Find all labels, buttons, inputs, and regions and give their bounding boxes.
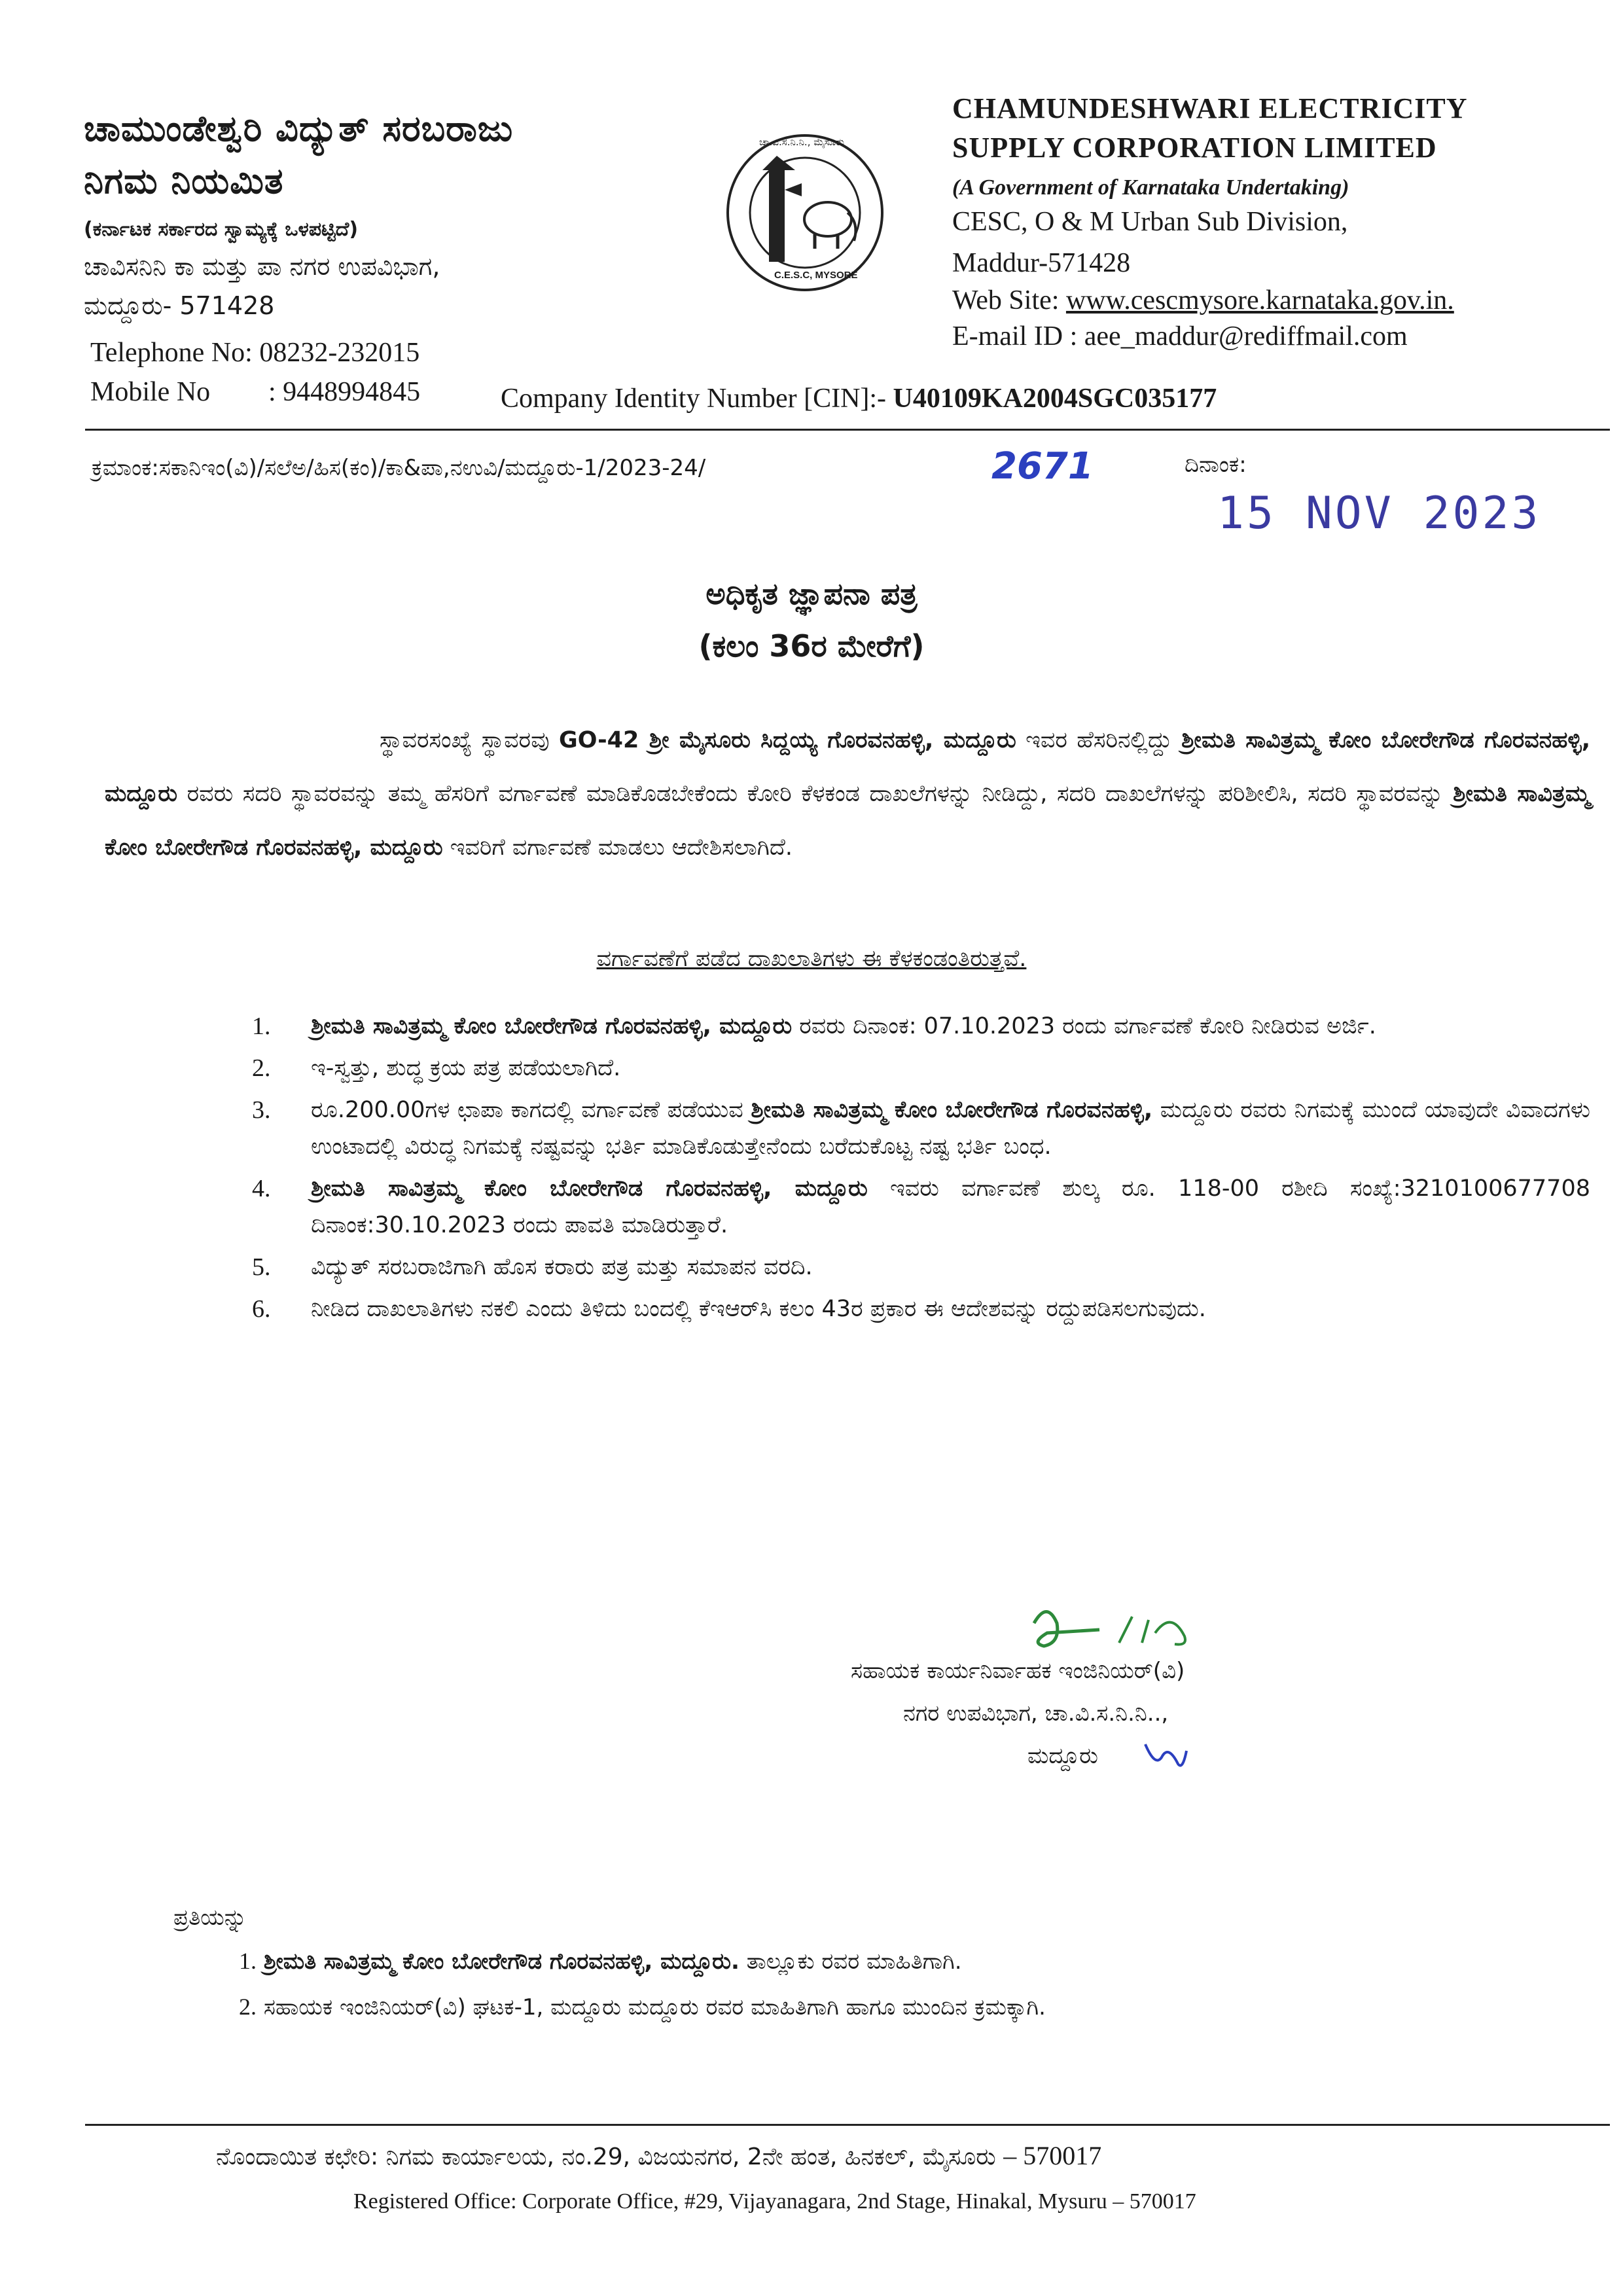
letterhead-kn-office: ಚಾವಿಸನಿನಿ ಕಾ ಮತ್ತು ಪಾ ನಗರ ಉಪವಿಭಾಗ, bbox=[84, 252, 440, 281]
copy-item-2 bbox=[239, 1993, 1046, 2020]
body-part-a: ಸ್ಥಾವರಸಂಖ್ಯೆ ಸ್ಥಾವರವು bbox=[380, 727, 559, 753]
document-item-bold: ಶ್ರೀಮತಿ ಸಾವಿತ್ರಮ್ಮ ಕೋಂ ಬೋರೇಗೌಡ ಗೊರವನಹಳ್ಳಿ, ಮದ್ದೂರು bbox=[311, 1175, 868, 1202]
letterhead-en-govt: (A Government of Karnataka Undertaking) bbox=[952, 175, 1349, 200]
document-item-text: ವಿದ್ಯುತ್ ಸರಬರಾಜಿಗಾಗಿ ಹೊಸ ಕರಾರು ಪತ್ರ ಮತ್ತು ಸಮಾಪನ ವರದಿ. bbox=[311, 1254, 813, 1280]
copy-item-text: ಸಹಾಯಕ ಇಂಜಿನಿಯರ್(ವಿ) ಘಟಕ-1, ಮದ್ದೂರು ಮದ್ದೂರು ರವರ ಮಾಹಿತಿಗಾಗಿ ಹಾಗೂ ಮುಂದಿನ ಕ್ರಮಕ್ಕಾಗಿ. bbox=[263, 1994, 1046, 2020]
body-part-c: ಇವರ ಹೆಸರಿನಲ್ಲಿದ್ದು bbox=[1016, 727, 1182, 753]
body-part-d: ಶ್ರೀಮತಿ ಸಾವಿತ್ರಮ್ಮ ಕೋಂ ಬೋರೇಗೌಡ ಗೊರವನಹಳ್ಳಿ, ಮದ್ದೂರು bbox=[105, 727, 1590, 807]
document-item-text: ನೀಡಿದ ದಾಖಲಾತಿಗಳು ನಕಲಿ ಎಂದು ತಿಳಿದು ಬಂದಲ್ಲಿ ಕೆಇಆರ್‌ಸಿ ಕಲಂ 43ರ ಪ್ರಕಾರ ಈ ಆದೇಶವನ್ನು ರದ್ದುಪಡಿಸಲಗುವುದು. bbox=[311, 1296, 1206, 1322]
document-item-3 bbox=[252, 1092, 1590, 1165]
document-item-text: ರವರು ದಿನಾಂಕ: 07.10.2023 ರಂದು ವರ್ಗಾವಣೆ ಕೋರಿ ನೀಡಿರುವ ಅರ್ಜಿ. bbox=[792, 1013, 1376, 1039]
website-label: Web Site: bbox=[952, 285, 1060, 315]
signature-designation: ಸಹಾಯಕ ಕಾರ್ಯನಿರ್ವಾಹಕ ಇಂಜಿನಿಯರ್(ವಿ) bbox=[851, 1658, 1185, 1684]
copy-item-text: ತಾಲ್ಲೂಕು ರವರ ಮಾಹಿತಿಗಾಗಿ. bbox=[739, 1948, 962, 1975]
letterhead-mobile-label: Mobile No bbox=[90, 377, 211, 407]
reference-number: ಕ್ರಮಾಂಕ:ಸಕಾನಿಇಂ(ವಿ)/ಸಲೆಅ/ಹಿಸ(ಕಂ)/ಕಾ&ಪಾ,ನಉವಿ/ಮದ್ದೂರು-1/2023-24/ bbox=[92, 455, 706, 481]
letterhead-kn-place: ಮದ್ದೂರು- 571428 bbox=[84, 291, 275, 320]
copy-item-number: 1. bbox=[239, 1948, 257, 1974]
signature-office: ನಗರ ಉಪವಿಭಾಗ, ಚಾ.ವಿ.ಸ.ನಿ.ನಿ.., bbox=[903, 1700, 1169, 1727]
cin-value: U40109KA2004SGC035177 bbox=[893, 384, 1217, 414]
body-paragraph bbox=[105, 713, 1590, 874]
footer-kn-address bbox=[216, 2140, 1101, 2171]
documents-list bbox=[252, 1008, 1590, 1333]
body-part-f: ಶ್ರೀಮತಿ ಸಾವಿತ್ರಮ್ಮ ಕೋಂ ಬೋರೇಗೌಡ ಗೊರವನಹಳ್ಳಿ, ಮದ್ದೂರು bbox=[105, 781, 1590, 861]
footer-kn-pin: – 570017 bbox=[1003, 2141, 1102, 2170]
document-item-number: 5. bbox=[252, 1253, 271, 1281]
document-item-4 bbox=[252, 1170, 1590, 1244]
copy-item-1 bbox=[239, 1947, 962, 1975]
footer-divider bbox=[85, 2124, 1610, 2126]
cin-label: Company Identity Number [CIN]:- bbox=[501, 384, 887, 414]
document-item-number: 2. bbox=[252, 1054, 271, 1082]
header-divider bbox=[85, 429, 1610, 431]
signature-place: ಮದ್ದೂರು bbox=[1027, 1743, 1098, 1769]
date-label: ದಿನಾಂಕ: bbox=[1185, 452, 1247, 478]
document-item-pre: ರೂ.200.00ಗಳ ಛಾಪಾ ಕಾಗದಲ್ಲಿ ವರ್ಗಾವಣೆ ಪಡೆಯುವ bbox=[311, 1097, 751, 1123]
footer-kn-text: ನೊಂದಾಯಿತ ಕಛೇರಿ: ನಿಗಮ ಕಾರ್ಯಾಲಯ, ನಂ.29, ವಿಜಯನಗರ, 2ನೇ ಹಂತ, ಹಿನಕಲ್, ಮೈಸೂರು bbox=[216, 2144, 996, 2170]
logo-text-bottom: C.E.S.C, MYSORE bbox=[774, 270, 858, 281]
document-item-text: ಇ-ಸ್ವತ್ತು, ಶುದ್ಧ ಕ್ರಯ ಪತ್ರ ಪಡೆಯಲಾಗಿದೆ. bbox=[311, 1055, 621, 1081]
letterhead-en-name-line1: CHAMUNDESHWARI ELECTRICITY bbox=[952, 92, 1468, 124]
date-stamp: 15 NOV 2023 bbox=[1217, 488, 1541, 539]
document-item-number: 4. bbox=[252, 1175, 271, 1202]
letterhead-kn-govt: (ಕರ್ನಾಟಕ ಸರ್ಕಾರದ ಸ್ವಾಮ್ಯಕ್ಕೆ ಒಳಪಟ್ಟಿದೆ) bbox=[84, 218, 359, 241]
letterhead-kn-name-line1: ಚಾಮುಂಡೇಶ್ವರಿ ವಿದ್ಯುತ್ ಸರಬರಾಜು bbox=[84, 108, 514, 149]
footer-en-address: Registered Office: Corporate Office, #29, Vijayanagara, 2nd Stage, Hinakal, Mysuru – 570017 bbox=[353, 2189, 1196, 2214]
cesc-logo bbox=[723, 131, 887, 295]
document-item-number: 6. bbox=[252, 1295, 271, 1323]
company-cin bbox=[501, 383, 1217, 414]
letterhead-en-office: CESC, O & M Urban Sub Division, bbox=[952, 207, 1348, 237]
document-item-1 bbox=[252, 1008, 1590, 1045]
document-item-5 bbox=[252, 1249, 1590, 1285]
document-item-text: ಮದ್ದೂರು ರವರು ನಿಗಮಕ್ಕೆ ಮುಂದೆ ಯಾವುದೇ ವಿವಾದಗಳು ಉಂಟಾದಲ್ಲಿ ವಿರುದ್ಧ ನಿಗಮಕ್ಕೆ ನಷ್ಟವನ್ನು ಭರ್ತಿ ಮಾಡಿಕೊಡುತ್ತೇನೆಂದು ಬರೆದುಕೊಟ್ಟ ನಷ್ಟ ಭರ್ತಿ ಬಂಧ. bbox=[311, 1097, 1590, 1160]
document-item-number: 3. bbox=[252, 1096, 271, 1124]
copies-heading: ಪ್ರತಿಯನ್ನು bbox=[173, 1905, 247, 1931]
document-item-2 bbox=[252, 1050, 1590, 1086]
copy-item-number: 2. bbox=[239, 1994, 257, 2020]
body-part-e: ರವರು ಸದರಿ ಸ್ಥಾವರವನ್ನು ತಮ್ಮ ಹೆಸರಿಗೆ ವರ್ಗಾವಣೆ ಮಾಡಿಕೊಡಬೇಕೆಂದು ಕೋರಿ ಕೆಳಕಂಡ ದಾಖಲೆಗಳನ್ನು ನೀಡಿದ್ದು, ಸದರಿ ದಾಖಲೆಗಳನ್ನು ಪರಿಶೀಲಿಸಿ, ಸದರಿ ಸ್ಥಾವರವನ್ನು bbox=[177, 781, 1454, 807]
letterhead-en-place: Maddur-571428 bbox=[952, 248, 1131, 278]
document-item-6 bbox=[252, 1291, 1590, 1327]
letterhead-en-name-line2: SUPPLY CORPORATION LIMITED bbox=[952, 132, 1437, 164]
body-part-b: GO-42 ಶ್ರೀ ಮೈಸೂರು ಸಿದ್ದಯ್ಯ ಗೊರವನಹಳ್ಳಿ, ಮದ್ದೂರು bbox=[558, 727, 1016, 753]
letterhead-email: E-mail ID : aee_maddur@rediffmail.com bbox=[952, 321, 1408, 351]
copy-item-bold: ಶ್ರೀಮತಿ ಸಾವಿತ್ರಮ್ಮ ಕೋಂ ಬೋರೇಗೌಡ ಗೊರವನಹಳ್ಳಿ, ಮದ್ದೂರು. bbox=[263, 1948, 740, 1975]
letterhead-telephone: Telephone No: 08232-232015 bbox=[90, 338, 420, 368]
documents-subheading: ವರ್ಗಾವಣೆಗೆ ಪಡೆದ ದಾಖಲಾತಿಗಳು ಈ ಕೆಳಕಂಡಂತಿರುತ್ತವೆ. bbox=[596, 946, 1027, 972]
letterhead-mobile-value: : 9448994845 bbox=[268, 377, 421, 407]
document-item-bold: ಶ್ರೀಮತಿ ಸಾವಿತ್ರಮ್ಮ ಕೋಂ ಬೋರೇಗೌಡ ಗೊರವನಹಳ್ಳಿ, bbox=[751, 1097, 1153, 1123]
logo-text-top: ಚಾ.ವಿ.ಸ.ನಿ.ನಿ., ಮೈಸೂರು bbox=[759, 136, 844, 148]
title-line2: (ಕಲಂ 36ರ ಮೇರೆಗೆ) bbox=[698, 628, 925, 664]
body-part-g: ಇವರಿಗೆ ವರ್ಗಾವಣೆ ಮಾಡಲು ಆದೇಶಿಸಲಾಗಿದೆ. bbox=[442, 834, 793, 861]
document-item-text: ಇವರು ವರ್ಗಾವಣೆ ಶುಲ್ಕ ರೂ. 118-00 ರಶೀದಿ ಸಂಖ್ಯೆ:3210100677708 ದಿನಾಂಕ:30.10.2023 ರಂದು ಪಾವತಿ ಮಾಡಿರುತ್ತಾರೆ. bbox=[311, 1175, 1590, 1238]
website-link[interactable]: www.cescmysore.karnataka.gov.in. bbox=[1065, 285, 1454, 315]
title-line1: ಅಧಿಕೃತ ಜ್ಞಾಪನಾ ಪತ್ರ bbox=[705, 576, 918, 611]
document-item-number: 1. bbox=[252, 1013, 271, 1040]
letterhead-website bbox=[952, 285, 1454, 316]
letterhead-kn-name-line2: ನಿಗಮ ನಿಯಮಿತ bbox=[84, 160, 284, 202]
initial-mark bbox=[1142, 1738, 1188, 1776]
document-item-bold: ಶ್ರೀಮತಿ ಸಾವಿತ್ರಮ್ಮ ಕೋಂ ಬೋರೇಗೌಡ ಗೊರವನಹಳ್ಳಿ, ಮದ್ದೂರು bbox=[311, 1013, 793, 1039]
handwritten-number: 2671 bbox=[991, 445, 1094, 488]
